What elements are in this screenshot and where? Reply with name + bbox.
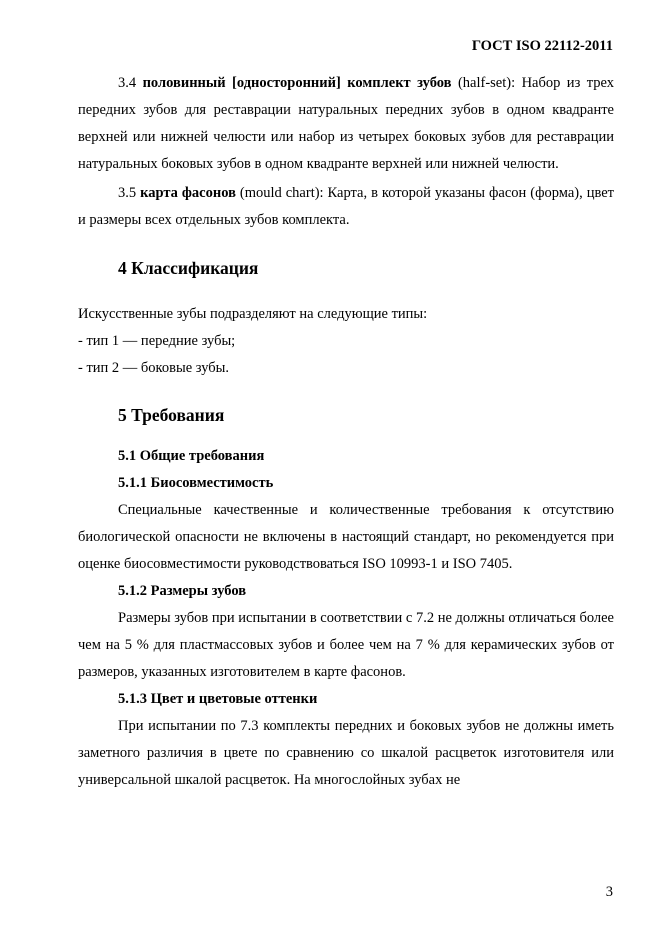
term: карта фасонов <box>140 185 236 201</box>
definition: (half-set): Набор из трех передних зубов для реставрации натуральных передних зубов в одном квадранте верхней или нижней челюсти или набор из четырех боковых зубов для реставрации натуральных боковых зубов в одном квадранте верхней или нижней челюсти. <box>78 75 614 172</box>
clause-number: 3.4 <box>118 75 137 91</box>
term: половинный [односторонний] комплект зубов <box>142 75 452 91</box>
standard-code-header: ГОСТ ISO 22112-2011 <box>471 38 613 54</box>
page-content <box>78 70 614 794</box>
section-heading-requirements: 5 Требования <box>118 405 225 425</box>
section-heading-classification: 4 Классификация <box>118 258 259 278</box>
subsection-heading: 5.1 Общие требования <box>118 448 265 464</box>
subsection-heading: 5.1.2 Размеры зубов <box>118 583 247 599</box>
clause-number: 3.5 <box>118 185 137 201</box>
subsection-heading: 5.1.3 Цвет и цветовые оттенки <box>118 691 318 707</box>
definition: (mould chart): Карта, в которой указаны фасон (форма), цвет и размеры всех отдельных зубов комплекта. <box>78 185 614 228</box>
paragraph: Специальные качественные и количественные требования к отсутствию биологической опасности не включены в настоящий стандарт, но рекомендуется при оценке биосовместимости руководствоваться ISO 10993-1 и ISO 7405. <box>78 502 614 572</box>
classification-intro: Искусственные зубы подразделяют на следующие типы: <box>78 306 428 322</box>
page-number: 3 <box>605 884 613 900</box>
list-item: - тип 1 — передние зубы; <box>78 333 236 349</box>
paragraph: При испытании по 7.3 комплекты передних и боковых зубов не должны иметь заметного различия в цвете по сравнению со шкалой расцветок изготовителя или универсальной шкалой расцветок. На многослойных зубах не <box>78 718 614 788</box>
paragraph: Размеры зубов при испытании в соответствии с 7.2 не должны отличаться более чем на 5 % для пластмассовых зубов и более чем на 7 % для керамических зубов от размеров, указанных изготовителем в карте фасонов. <box>78 610 614 680</box>
clause-3-4 <box>78 70 614 178</box>
list-item: - тип 2 — боковые зубы. <box>78 360 229 376</box>
subsection-heading: 5.1.1 Биосовместимость <box>118 475 274 491</box>
clause-3-5 <box>78 180 614 234</box>
